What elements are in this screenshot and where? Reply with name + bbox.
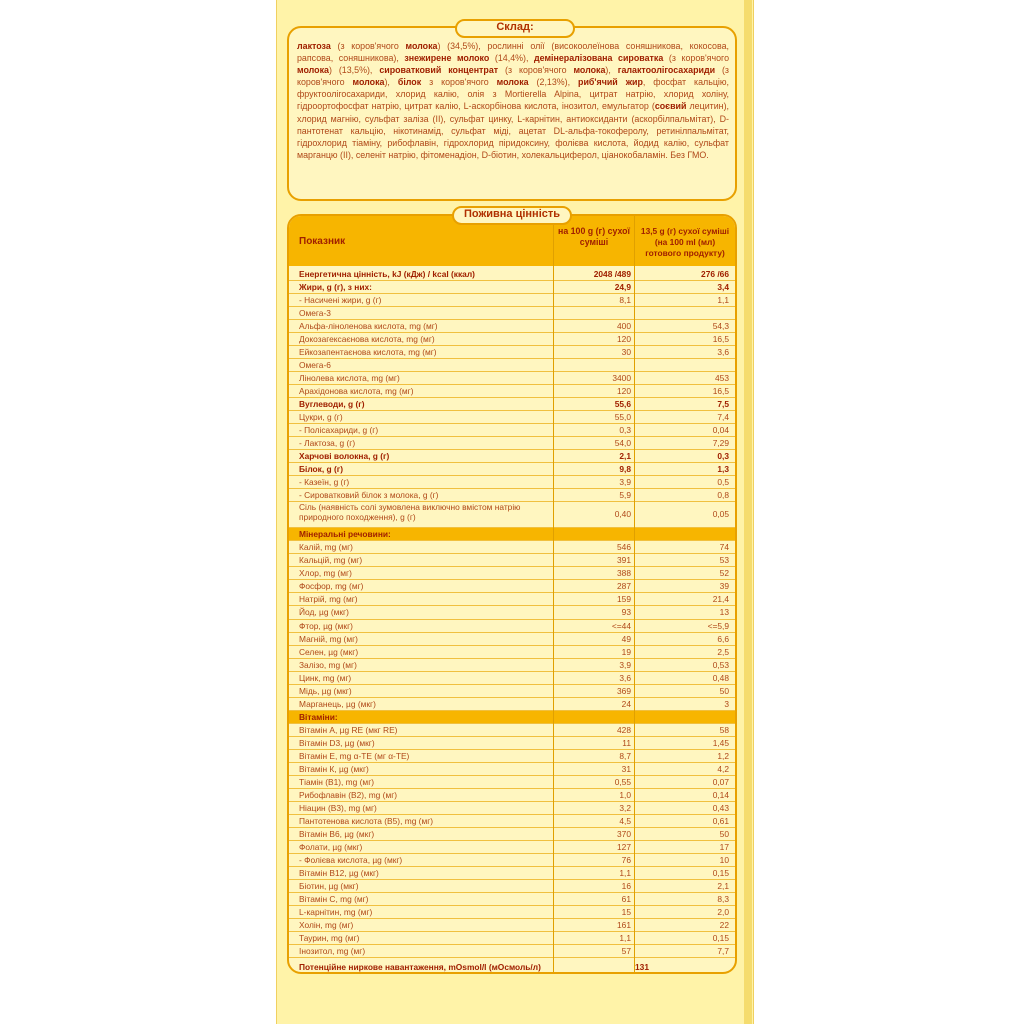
nutrient-name: Таурин, mg (мг): [299, 932, 360, 943]
value-per-100g: 120: [617, 334, 631, 345]
value-per-serving: 50: [719, 828, 729, 839]
nutrition-row: [289, 541, 735, 554]
nutrition-row: [289, 854, 735, 867]
nutrient-name: Вітамін Е, mg α-TE (мг α-TE): [299, 750, 410, 761]
nutrient-name: Лінолева кислота, mg (мг): [299, 373, 400, 384]
nutrition-row: [289, 919, 735, 932]
column-header-per-serving: 13,5 g (г) сухої суміші (на 100 ml (мл) готового продукту): [640, 226, 730, 258]
nutrition-row: [289, 398, 735, 411]
nutrition-row: [289, 893, 735, 906]
composition-highlight: риб'ячий жир: [578, 77, 643, 88]
value-per-serving: 53: [719, 555, 729, 566]
value-per-100g: 1,1: [619, 867, 631, 878]
value-per-100g: 55,6: [614, 399, 631, 410]
value-per-serving: 1,45: [712, 737, 729, 748]
nutrition-row: [289, 906, 735, 919]
nutrient-name: Фосфор, mg (мг): [299, 581, 364, 592]
value-per-serving: 8,3: [717, 893, 729, 904]
value-per-100g: 54,0: [614, 438, 631, 449]
nutrient-name: - Фолієва кислота, µg (мкг): [299, 854, 403, 865]
nutrient-name: Білок, g (г): [299, 464, 344, 475]
value-per-100g: 2048 /489: [593, 269, 631, 279]
composition-highlight: молока: [352, 77, 385, 88]
nutrient-name: Цинк, mg (мг): [299, 672, 352, 683]
nutrition-row: [289, 932, 735, 945]
value-per-100g: 4,5: [619, 815, 631, 826]
nutrient-name: Сіль (наявність солі зумовлена виключно вмістом натрію природного походження), g (г): [299, 502, 521, 522]
nutrition-title: Поживна цінність: [452, 206, 572, 225]
nutrient-name: Цукри, g (г): [299, 412, 343, 423]
composition-title: Склад:: [455, 19, 575, 38]
nutrition-row: [289, 424, 735, 437]
nutrient-name: Альфа-ліноленова кислота, mg (мг): [299, 321, 438, 332]
value-per-serving: 3,6: [717, 347, 729, 358]
nutrition-row: [289, 802, 735, 815]
value-per-serving: 10: [719, 854, 729, 865]
nutrient-name: Тіамін (В1), mg (мг): [299, 776, 375, 787]
nutrition-row: [289, 385, 735, 398]
nutrient-name: Жири, g (г), з них:: [299, 282, 372, 293]
value-per-serving: 52: [719, 568, 729, 579]
nutrition-row: [289, 281, 735, 294]
value-per-100g: 369: [617, 685, 631, 696]
value-per-serving: 16,5: [712, 334, 729, 345]
nutrition-row: [289, 763, 735, 776]
nutrition-row: [289, 724, 735, 737]
value-per-100g: 8,1: [619, 295, 631, 306]
composition-segment: лецитин), хлорид магнію, сульфат заліза (II), сульфат цинку, L-карнітин, антиоксиданти (аскорбілпальмітат), D-пантотенат кальцію, нікотинамід, сульфат міді, ацетат DL-альфа-токоферолу, ретинілпальмітат, гідрохлорид тіаміну, рибофлавін, гідрохлорид піридоксину, фолієва кислота, йодид калію, сульфат марганцю (II), селеніт натрію, фітоменадіон, D-біотин, холекальциферол, ціанокобаламін. Без ГМО.: [297, 101, 730, 160]
value-per-100g: 159: [617, 594, 631, 605]
nutrient-name: Хлор, mg (мг): [299, 568, 352, 579]
nutrition-row: [289, 672, 735, 685]
section-header-row: [289, 711, 735, 724]
value-per-serving: 276 /66: [701, 269, 729, 279]
renal-load-value: 131: [635, 962, 649, 972]
nutrition-row: [289, 450, 735, 463]
nutrition-row: [289, 606, 735, 619]
composition-segment: (з коров'ячого: [330, 41, 406, 51]
nutrition-row: [289, 750, 735, 763]
value-per-serving: 3,4: [717, 282, 729, 293]
nutrition-table: [287, 214, 737, 974]
nutrition-row: [289, 502, 735, 528]
value-per-100g: 93: [621, 607, 631, 618]
value-per-serving: 17: [719, 841, 729, 852]
value-per-100g: 19: [621, 646, 631, 657]
nutrient-name: L-карнітин, mg (мг): [299, 906, 373, 917]
value-per-100g: 1,1: [619, 932, 631, 943]
column-header-name: Показник: [299, 236, 346, 247]
composition-highlight: лактоза: [297, 41, 331, 51]
value-per-100g: 287: [617, 581, 631, 592]
nutrition-row: [289, 698, 735, 711]
nutrient-name: - Насичені жири, g (г): [299, 295, 382, 306]
nutrition-row: [289, 737, 735, 750]
composition-segment: з коров'ячого: [421, 77, 497, 88]
nutrition-row: [289, 633, 735, 646]
composition-highlight: молока: [297, 65, 329, 76]
nutrient-name: Омега-3: [299, 308, 331, 319]
value-per-serving: 0,53: [712, 659, 729, 670]
composition-segment: ),: [605, 65, 618, 76]
nutrition-row: [289, 294, 735, 307]
nutrient-name: Холін, mg (мг): [299, 919, 354, 930]
nutrient-name: Ейкозапентаєнова кислота, mg (мг): [299, 347, 437, 358]
value-per-100g: 546: [617, 542, 631, 553]
value-per-100g: 5,9: [619, 490, 631, 501]
value-per-serving: 0,15: [712, 932, 729, 943]
nutrition-row: [289, 867, 735, 880]
nutrition-row: [289, 346, 735, 359]
nutrition-row: [289, 411, 735, 424]
value-per-100g: 3,9: [619, 659, 631, 670]
nutrient-name: Докозагексаєнова кислота, mg (мг): [299, 334, 435, 345]
value-per-serving: 0,3: [717, 451, 729, 462]
nutrient-name: Фолати, µg (мкг): [299, 841, 363, 852]
composition-text: [297, 40, 729, 161]
value-per-100g: 15: [621, 906, 631, 917]
renal-load-row: [289, 960, 735, 974]
value-per-serving: 453: [715, 373, 729, 384]
nutrient-name: Фтор, µg (мкг): [299, 620, 353, 631]
nutrition-row: [289, 789, 735, 802]
value-per-serving: 16,5: [712, 386, 729, 397]
value-per-100g: 428: [617, 724, 631, 735]
nutrition-row: [289, 593, 735, 606]
nutrition-row: [289, 567, 735, 580]
value-per-100g: <=44: [611, 620, 631, 631]
nutrition-row: [289, 580, 735, 593]
value-per-serving: 7,5: [717, 399, 729, 410]
column-header-per-100g: на 100 g (г) сухої суміші: [558, 226, 630, 247]
nutrient-name: Калій, mg (мг): [299, 542, 353, 553]
value-per-serving: 1,2: [717, 750, 729, 761]
value-per-serving: 0,15: [712, 867, 729, 878]
nutrient-name: Вітамін С, mg (мг): [299, 893, 369, 904]
nutrition-row: [289, 489, 735, 502]
nutrient-name: Вітамін D3, µg (мкг): [299, 737, 375, 748]
value-per-100g: 76: [621, 854, 631, 865]
nutrient-name: Марганець, µg (мкг): [299, 698, 376, 709]
composition-segment: (з коров'ячого: [498, 65, 574, 76]
composition-segment: , фосфат кальцію, фруктоолігосахариди, хлорид калію, олія з Mortierella Alpina, цитрат натрію, хлорид холіну, гідроортофосфат натрію, цитрат калію, L-аскорбінова кислота, інозитол, емульгатор (: [297, 77, 730, 112]
nutrient-name: Арахідонова кислота, mg (мг): [299, 386, 414, 397]
value-per-serving: 0,8: [717, 490, 729, 501]
value-per-100g: 391: [617, 555, 631, 566]
value-per-serving: 3: [724, 698, 729, 709]
value-per-serving: 74: [719, 542, 729, 553]
nutrient-name: - Лактоза, g (г): [299, 438, 356, 449]
value-per-100g: 49: [621, 633, 631, 644]
nutrient-name: Натрій, mg (мг): [299, 594, 358, 605]
nutrient-name: Рибофлавін (В2), mg (мг): [299, 789, 398, 800]
composition-segment: ),: [384, 77, 398, 88]
value-per-serving: 7,4: [717, 412, 729, 423]
nutrition-row: [289, 463, 735, 476]
nutrient-name: Біотин, µg (мкг): [299, 880, 359, 891]
nutrition-row: [289, 841, 735, 854]
value-per-100g: 3,9: [619, 477, 631, 488]
composition-segment: (14,4%),: [489, 53, 535, 64]
nutrient-name: Вуглеводи, g (г): [299, 399, 365, 410]
value-per-serving: 0,48: [712, 672, 729, 683]
nutrient-name: Вітаміни:: [299, 711, 338, 722]
nutrient-name: Енергетична цінність, kJ (кДж) / kcal (ккал): [299, 269, 475, 279]
value-per-100g: 1,0: [619, 789, 631, 800]
value-per-100g: 8,7: [619, 750, 631, 761]
nutrition-row: [289, 268, 735, 281]
column-divider: [553, 216, 554, 972]
composition-segment: (з коров'ячого: [663, 53, 730, 64]
nutrient-name: Харчові волокна, g (г): [299, 451, 390, 462]
value-per-serving: 2,5: [717, 646, 729, 657]
value-per-100g: 3400: [612, 373, 631, 384]
composition-segment: ) (13,5%),: [328, 65, 380, 76]
nutrient-name: Селен, µg (мкг): [299, 646, 359, 657]
value-per-100g: 24,9: [614, 282, 631, 293]
composition-highlight: галактоолігосахариди: [617, 65, 716, 76]
value-per-100g: 11: [622, 737, 631, 748]
nutrient-name: Омега-6: [299, 360, 331, 371]
composition-highlight: соєвий: [654, 101, 687, 112]
value-per-serving: 0,5: [717, 477, 729, 488]
nutrient-name: Мінеральні речовини:: [299, 529, 391, 540]
value-per-serving: 1,1: [717, 295, 729, 306]
value-per-100g: 0,3: [619, 425, 631, 436]
composition-highlight: демінералізована сироватка: [534, 53, 664, 64]
value-per-serving: 0,61: [712, 815, 729, 826]
nutrition-row: [289, 476, 735, 489]
composition-highlight: знежирене молоко: [404, 53, 490, 64]
value-per-serving: 13: [719, 607, 729, 618]
nutrition-row: [289, 945, 735, 958]
value-per-serving: 0,14: [712, 789, 729, 800]
value-per-100g: 370: [617, 828, 631, 839]
value-per-100g: 3,2: [619, 802, 631, 813]
value-per-serving: 0,05: [712, 509, 729, 520]
value-per-100g: 127: [617, 841, 631, 852]
value-per-serving: 0,04: [712, 425, 729, 436]
value-per-serving: 21,4: [712, 594, 729, 605]
value-per-100g: 0,55: [614, 776, 631, 787]
value-per-serving: 0,43: [712, 802, 729, 813]
value-per-serving: <=5,9: [707, 620, 729, 631]
renal-load-label: Потенційне ниркове навантаження, mOsmol/l (мОсмоль/л): [299, 962, 541, 972]
nutrition-row: [289, 776, 735, 789]
nutrition-row: [289, 646, 735, 659]
composition-highlight: молока: [405, 41, 438, 51]
nutrition-row: [289, 359, 735, 372]
value-per-serving: 2,0: [717, 906, 729, 917]
nutrition-row: [289, 620, 735, 633]
nutrient-name: Кальцій, mg (мг): [299, 555, 363, 566]
nutrient-name: Йод, µg (мкг): [299, 607, 349, 618]
value-per-100g: 388: [617, 568, 631, 579]
composition-highlight: сироватковий концентрат: [379, 65, 499, 76]
value-per-100g: 161: [617, 919, 631, 930]
composition-highlight: білок: [397, 77, 422, 88]
value-per-serving: 54,3: [712, 321, 729, 332]
value-per-100g: 16: [621, 880, 631, 891]
nutrition-row: [289, 815, 735, 828]
value-per-100g: 24: [621, 698, 631, 709]
composition-highlight: молока: [496, 77, 529, 88]
nutrient-name: Вітамін А, µg RE (мкг RE): [299, 724, 398, 735]
value-per-serving: 4,2: [717, 763, 729, 774]
nutrient-name: - Полісахариди, g (г): [299, 425, 379, 436]
nutrient-name: Залізо, mg (мг): [299, 659, 357, 670]
nutrient-name: Вітамін В6, µg (мкг): [299, 828, 375, 839]
value-per-serving: 39: [719, 581, 729, 592]
composition-segment: (2,13%),: [528, 77, 579, 88]
value-per-100g: 120: [617, 386, 631, 397]
value-per-serving: 22: [719, 919, 729, 930]
value-per-100g: 2,1: [619, 451, 631, 462]
nutrition-row: [289, 659, 735, 672]
value-per-100g: 3,6: [619, 672, 631, 683]
nutrient-name: - Сироватковий білок з молока, g (г): [299, 490, 439, 501]
value-per-100g: 61: [621, 893, 631, 904]
package-side-stripe: [744, 0, 752, 1024]
nutrient-name: Мідь, µg (мкг): [299, 685, 352, 696]
value-per-serving: 0,07: [712, 776, 729, 787]
value-per-100g: 30: [621, 347, 631, 358]
composition-highlight: молока: [573, 65, 606, 76]
nutrient-name: Інозитол, mg (мг): [299, 945, 366, 956]
value-per-serving: 7,7: [717, 945, 729, 956]
value-per-100g: 55,0: [614, 412, 631, 423]
composition-segment: (з коров'ячого: [297, 65, 730, 88]
value-per-serving: 6,6: [717, 633, 729, 644]
nutrient-name: - Казеїн, g (г): [299, 477, 350, 488]
nutrition-row: [289, 880, 735, 893]
nutrition-row: [289, 554, 735, 567]
nutrient-name: Магній, mg (мг): [299, 633, 358, 644]
nutrient-name: Вітамін К, µg (мкг): [299, 763, 369, 774]
value-per-serving: 58: [719, 724, 729, 735]
nutrition-row: [289, 372, 735, 385]
nutrient-name: Вітамін В12, µg (мкг): [299, 867, 379, 878]
column-divider: [634, 216, 635, 972]
composition-segment: ) (34,5%), рослинні олії (високоолеїнова соняшникова, кокосова, рапсова, соняшникова),: [297, 41, 729, 64]
value-per-100g: 9,8: [619, 464, 631, 475]
section-header-row: [289, 528, 735, 541]
value-per-100g: 57: [621, 945, 631, 956]
value-per-100g: 31: [621, 763, 631, 774]
nutrition-row: [289, 320, 735, 333]
value-per-serving: 7,29: [712, 438, 729, 449]
value-per-serving: 2,1: [717, 880, 729, 891]
value-per-100g: 0,40: [614, 509, 631, 520]
nutrient-name: Пантотенова кислота (В5), mg (мг): [299, 815, 434, 826]
nutrition-row: [289, 828, 735, 841]
nutrition-row: [289, 307, 735, 320]
value-per-serving: 1,3: [717, 464, 729, 475]
value-per-100g: 400: [617, 321, 631, 332]
nutrition-row: [289, 437, 735, 450]
nutrient-name: Ніацин (В3), mg (мг): [299, 802, 377, 813]
nutrition-row: [289, 685, 735, 698]
nutrition-row: [289, 333, 735, 346]
value-per-serving: 50: [719, 685, 729, 696]
